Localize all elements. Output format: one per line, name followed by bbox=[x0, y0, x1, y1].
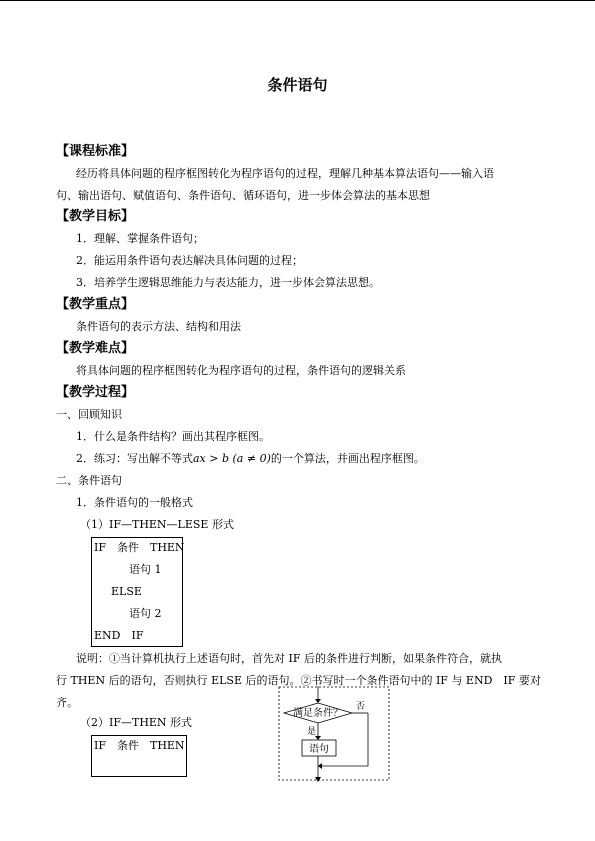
goal-item-3: 3．培养学生逻辑思维能力与表达能力，进一步体会算法思想。 bbox=[76, 276, 380, 289]
section-heading-process: 【教学过程】 bbox=[56, 385, 135, 400]
process-part1-title: 一、回顾知识 bbox=[56, 408, 122, 421]
exit-arrowhead bbox=[315, 777, 321, 782]
note-line3: 齐。 bbox=[56, 696, 78, 709]
form1-label: （1）IF—THEN—LESE 形式 bbox=[80, 518, 234, 531]
item2-text-a: 2．练习：写出解不等式 bbox=[76, 452, 193, 465]
page-title: 条件语句 bbox=[267, 76, 328, 94]
top-rule bbox=[0, 0, 595, 1]
code2-line-1: IF 条件 THEN bbox=[94, 739, 185, 752]
goal-item-2: 2．能运用条件语句表达解决具体问题的过程； bbox=[76, 254, 303, 267]
condition-text: 满足条件？ bbox=[293, 708, 343, 719]
no-branch-arrowhead bbox=[318, 763, 322, 769]
code-line-1: IF 条件 THEN bbox=[94, 541, 185, 554]
flow-entry-arrowhead bbox=[315, 699, 321, 703]
process-part1-item1: 1．什么是条件结构？画出其程序框图。 bbox=[76, 430, 270, 443]
goal-item-1: 1．理解、掌握条件语句； bbox=[76, 232, 204, 245]
note-line1: 说明：①当计算机执行上述语句时，首先对 IF 后的条件进行判断，如果条件符合，就执 bbox=[76, 652, 502, 665]
yes-label: 是 bbox=[307, 727, 317, 737]
process-part2-item1: 1．条件语句的一般格式 bbox=[76, 496, 193, 509]
statement-text: 语句 bbox=[309, 744, 329, 755]
section-heading-keypoints: 【教学重点】 bbox=[56, 297, 135, 312]
flowchart-diagram bbox=[278, 686, 390, 782]
inequality-formula: ax > b (a ≠ 0) bbox=[193, 452, 271, 465]
standard-text-line1: 经历将具体问题的程序框图转化为程序语句的过程，理解几种基本算法语句——输入语 bbox=[76, 167, 494, 180]
code-line-3: ELSE bbox=[111, 585, 142, 598]
difficulties-text: 将具体问题的程序框图转化为程序语句的过程，条件语句的逻辑关系 bbox=[76, 364, 406, 377]
note-line2: 行 THEN 后的语句，否则执行 ELSE 后的语句。②书写时一个条件语句中的 IF 与 END IF 要对 bbox=[56, 674, 541, 687]
no-label: 否 bbox=[356, 702, 366, 712]
form2-label: （2）IF—THEN 形式 bbox=[80, 716, 193, 729]
keypoints-text: 条件语句的表示方法、结构和用法 bbox=[76, 320, 241, 333]
code-line-4: 语句 2 bbox=[129, 607, 162, 620]
process-part1-item2 bbox=[76, 452, 425, 466]
section-heading-goals: 【教学目标】 bbox=[56, 209, 135, 224]
item2-text-b: 的一个算法，并画出程序框图。 bbox=[270, 452, 425, 465]
code-line-2: 语句 1 bbox=[129, 563, 162, 576]
section-heading-difficulties: 【教学难点】 bbox=[56, 341, 135, 356]
code-line-5: END IF bbox=[94, 629, 144, 642]
process-part2-title: 二、条件语句 bbox=[56, 474, 122, 487]
section-heading-standard: 【课程标准】 bbox=[56, 144, 135, 159]
standard-text-line2: 句、输出语句、赋值语句、条件语句、循环语句，进一步体会算法的基本思想 bbox=[56, 189, 430, 202]
